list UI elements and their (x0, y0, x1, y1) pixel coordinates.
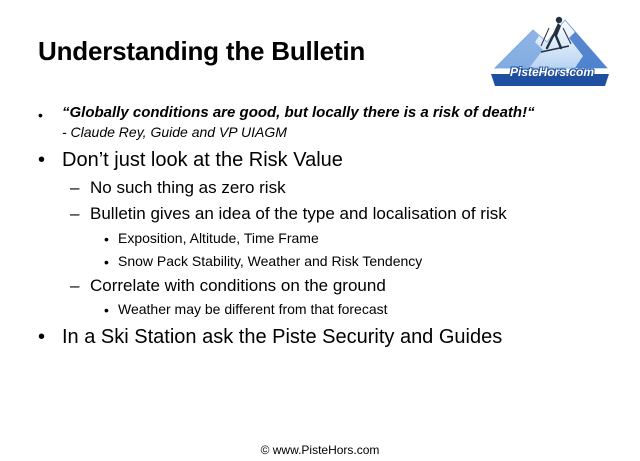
bullet-risk-value: Don’t just look at the Risk Value (62, 149, 343, 171)
pistehors-logo (489, 6, 611, 88)
quote-attribution: - Claude Rey, Guide and VP UIAGM (62, 124, 287, 140)
bullet-weather-forecast: Weather may be different from that forecast (118, 301, 388, 317)
bullet-snow-pack: Snow Pack Stability, Weather and Risk Tendency (118, 253, 423, 269)
dash-marker: – (70, 204, 80, 223)
bullet-correlate: Correlate with conditions on the ground (90, 276, 386, 295)
dash-marker: – (70, 178, 80, 197)
quote-bullet: • (38, 107, 43, 123)
footer-copyright: © www.PisteHors.com (260, 443, 380, 457)
sub-bullet-marker: • (104, 302, 109, 318)
dash-marker: – (70, 276, 80, 295)
quote-text: “Globally conditions are good, but locally there is a risk of death!“ (62, 104, 535, 121)
sub-bullet-marker: • (104, 231, 109, 247)
bullet-ski-station: In a Ski Station ask the Piste Security and Guides (62, 326, 503, 348)
sub-bullet-marker: • (104, 254, 109, 270)
logo-text: PisteHors.com (509, 65, 595, 79)
bullet-zero-risk: No such thing as zero risk (90, 178, 286, 197)
bullet-exposition: Exposition, Altitude, Time Frame (118, 230, 319, 246)
slide-title: Understanding the Bulletin (38, 36, 366, 66)
bullet-marker: • (38, 149, 46, 171)
bullet-marker: • (38, 326, 46, 348)
bullet-bulletin-idea: Bulletin gives an idea of the type and localisation of risk (90, 204, 507, 223)
